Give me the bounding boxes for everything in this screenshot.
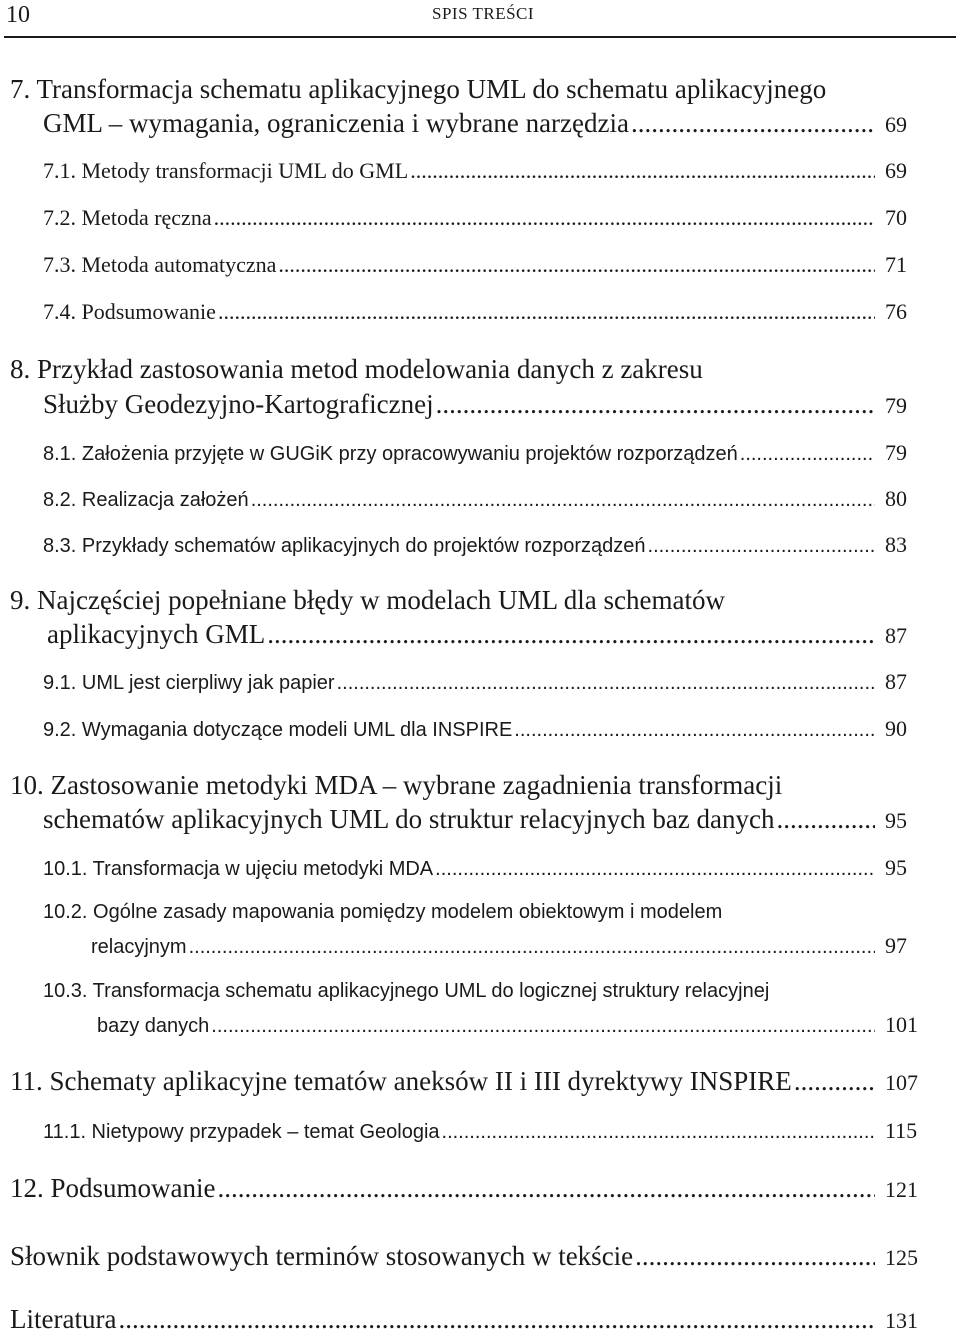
toc-section-7-3[interactable] (43, 252, 925, 278)
toc-section-10-1-title: 10.1. Transformacja w ujęciu metodyki MDA (43, 858, 434, 880)
toc-section-10-3-title-line1: 10.3. Transformacja schematu aplikacyjnego UML do logicznej struktury relacyjnej (43, 980, 770, 1002)
toc-leader-dots (436, 389, 875, 420)
toc-bibliography[interactable] (10, 1304, 925, 1335)
toc-section-9-2[interactable] (43, 716, 925, 742)
toc-leader-dots (211, 1015, 875, 1038)
toc-section-10-2[interactable] (91, 933, 925, 959)
toc-section-7-4-page: 76 (885, 299, 907, 324)
toc-leader-dots (410, 158, 875, 184)
toc-chapter-7[interactable] (43, 108, 925, 139)
toc-section-7-1-page: 69 (885, 158, 907, 183)
toc-leader-dots (648, 535, 875, 558)
toc-section-7-3-page: 71 (885, 252, 907, 277)
toc-chapter-8-title-line2: Służby Geodezyjno-Kartograficznej (43, 389, 434, 419)
toc-chapter-9-title-line1: 9. Najczęściej popełniane błędy w modelach UML dla schematów (10, 585, 725, 615)
toc-chapter-7-title-line1: 7. Transformacja schematu aplikacyjnego UML do schematu aplikacyjnego (10, 74, 827, 104)
toc-section-11-1[interactable] (43, 1118, 925, 1144)
toc-chapter-7-title-line2: GML – wymagania, ograniczenia i wybrane narzędzia (43, 108, 629, 138)
toc-chapter-10-title-line2: schematów aplikacyjnych UML do struktur relacyjnych baz danych (43, 804, 775, 834)
toc-section-9-1[interactable] (43, 669, 925, 695)
toc-section-7-1[interactable] (43, 158, 925, 184)
toc-leader-dots (435, 858, 875, 881)
toc-leader-dots (214, 205, 875, 231)
toc-section-10-3-page: 101 (885, 1012, 918, 1037)
toc-section-9-2-title: 9.2. Wymagania dotyczące modeli UML dla INSPIRE (43, 719, 513, 741)
toc-section-9-2-page: 90 (885, 716, 907, 741)
toc-section-10-1-page: 95 (885, 855, 907, 880)
toc-leader-dots (218, 299, 875, 325)
toc-leader-dots (794, 1066, 875, 1097)
toc-chapter-11-page: 107 (885, 1070, 918, 1095)
toc-chapter-12-title: 12. Podsumowanie (10, 1173, 216, 1203)
toc-section-8-1[interactable] (43, 440, 925, 466)
toc-section-10-3[interactable] (97, 1012, 925, 1038)
toc-leader-dots (635, 1241, 875, 1272)
toc-chapter-7-page: 69 (885, 112, 907, 137)
header-rule (4, 36, 956, 38)
toc-bibliography-title: Literatura (10, 1304, 117, 1334)
toc-chapter-10[interactable] (43, 804, 925, 835)
toc-leader-dots (278, 252, 875, 278)
toc-chapter-8-page: 79 (885, 393, 907, 418)
toc-section-8-2[interactable] (43, 486, 925, 512)
toc-section-10-3-title-line2: bazy danych (97, 1015, 210, 1037)
toc-chapter-9-title-line2: aplikacyjnych GML (47, 619, 266, 649)
toc-leader-dots (267, 619, 875, 650)
toc-glossary-title: Słownik podstawowych terminów stosowanych w tekście (10, 1241, 634, 1271)
toc-section-9-1-page: 87 (885, 669, 907, 694)
toc-chapter-12-page: 121 (885, 1177, 918, 1202)
toc-section-11-1-title: 11.1. Nietypowy przypadek – temat Geologia (43, 1121, 440, 1143)
toc-section-10-1[interactable] (43, 855, 925, 881)
toc-section-8-3[interactable] (43, 532, 925, 558)
toc-chapter-11[interactable] (10, 1066, 925, 1097)
toc-chapter-10-page: 95 (885, 808, 907, 833)
toc-leader-dots (251, 489, 875, 512)
toc-section-7-4[interactable] (43, 299, 925, 325)
toc-leader-dots (118, 1304, 875, 1335)
toc-section-8-1-page: 79 (885, 440, 907, 465)
toc-section-7-3-title: 7.3. Metoda automatyczna (43, 252, 277, 277)
toc-leader-dots (777, 804, 875, 835)
toc-leader-dots (337, 672, 875, 695)
toc-glossary[interactable] (10, 1241, 925, 1272)
toc-section-9-1-title: 9.1. UML jest cierpliwy jak papier (43, 672, 335, 694)
running-head: SPIS TREŚCI (432, 4, 535, 23)
page-number: 10 (6, 2, 30, 28)
toc-section-7-2[interactable] (43, 205, 925, 231)
toc-leader-dots (218, 1173, 876, 1204)
toc-chapter-12[interactable] (10, 1173, 925, 1204)
toc-leader-dots (442, 1121, 875, 1144)
toc-section-11-1-page: 115 (885, 1118, 918, 1143)
toc-section-10-2-title-line2: relacyjnym (91, 936, 187, 958)
toc-chapter-10-title-line1: 10. Zastosowanie metodyki MDA – wybrane zagadnienia transformacji (10, 770, 783, 800)
toc-section-7-2-title: 7.2. Metoda ręczna (43, 205, 212, 230)
toc-glossary-page: 125 (885, 1245, 918, 1270)
toc-chapter-9[interactable] (47, 619, 925, 650)
page-header (0, 0, 960, 40)
toc-section-8-2-title: 8.2. Realizacja założeń (43, 489, 249, 511)
toc-leader-dots (631, 108, 875, 139)
toc-section-8-3-title: 8.3. Przykłady schematów aplikacyjnych do projektów rozporządzeń (43, 535, 646, 557)
toc-section-8-1-title: 8.1. Założenia przyjęte w GUGiK przy opracowywaniu projektów rozporządzeń (43, 443, 738, 465)
toc-chapter-8-title-line1: 8. Przykład zastosowania metod modelowania danych z zakresu (10, 354, 703, 384)
toc-section-10-2-title-line1: 10.2. Ogólne zasady mapowania pomiędzy modelem obiektowym i modelem (43, 901, 723, 923)
toc-chapter-11-title: 11. Schematy aplikacyjne tematów aneksów II i III dyrektywy INSPIRE (10, 1066, 792, 1096)
toc-section-7-2-page: 70 (885, 205, 907, 230)
toc-section-7-1-title: 7.1. Metody transformacji UML do GML (43, 158, 409, 183)
toc-section-10-2-page: 97 (885, 933, 907, 958)
toc-section-8-3-page: 83 (885, 532, 907, 557)
toc-leader-dots (189, 936, 875, 959)
toc-section-7-4-title: 7.4. Podsumowanie (43, 299, 216, 324)
toc-leader-dots (514, 719, 875, 742)
toc-chapter-9-page: 87 (885, 623, 907, 648)
toc-section-8-2-page: 80 (885, 486, 907, 511)
toc-bibliography-page: 131 (885, 1308, 918, 1333)
toc-chapter-8[interactable] (43, 389, 925, 420)
toc-leader-dots (740, 443, 875, 466)
